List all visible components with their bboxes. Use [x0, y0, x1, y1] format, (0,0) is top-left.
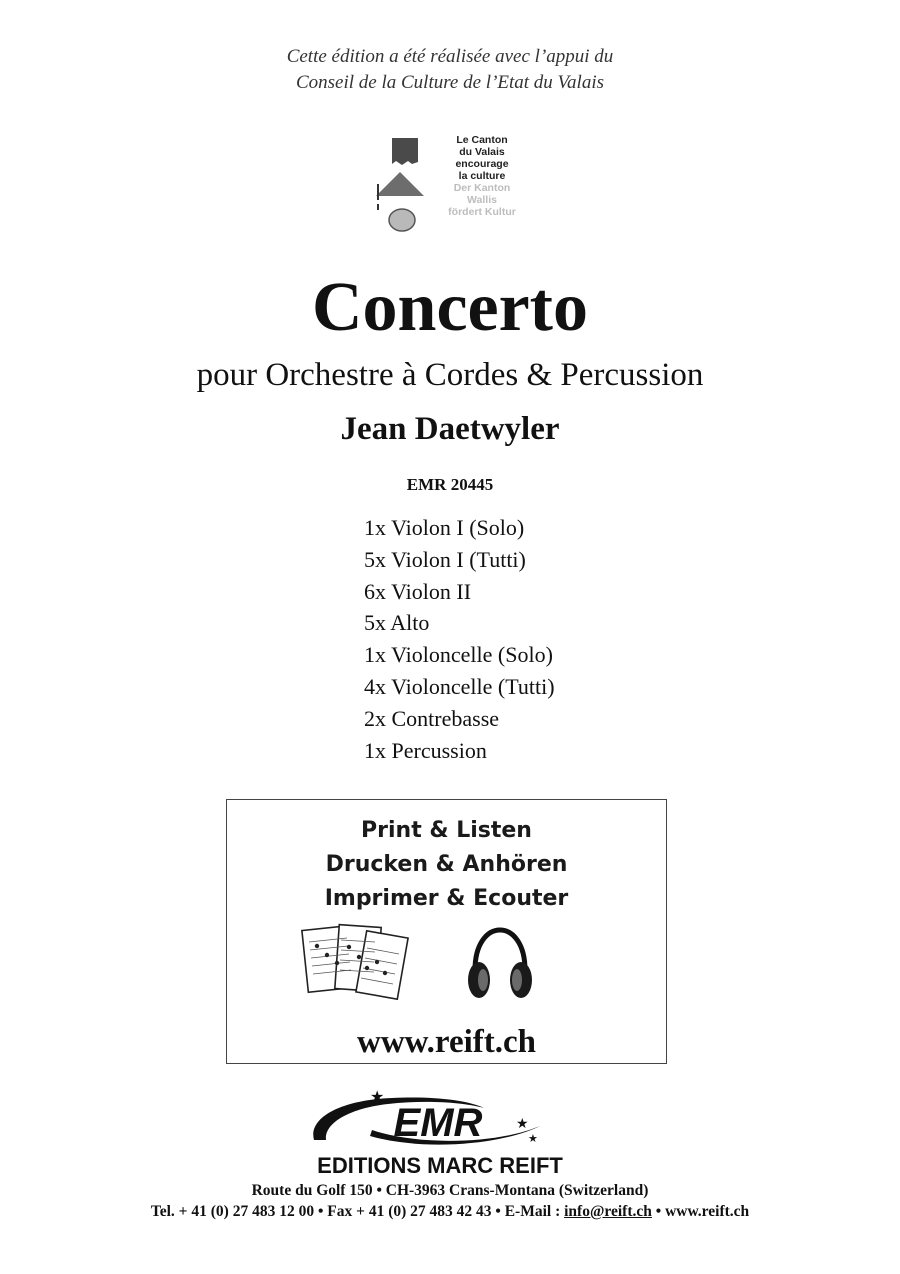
svg-text:★: ★ — [528, 1132, 538, 1145]
canton-logo-fr-1: Le Canton — [456, 134, 508, 146]
catalog-number: EMR 20445 — [406, 475, 494, 494]
publisher-fax: Fax + 41 (0) 27 483 42 43 — [327, 1203, 492, 1220]
support-notice-line-1: Cette édition a été réalisée avec l’appui du — [286, 46, 614, 67]
promo-lines — [227, 814, 666, 916]
instrument-list — [364, 512, 555, 766]
publisher-tel: Tel. + 41 (0) 27 483 12 00 — [150, 1203, 315, 1220]
email-link[interactable]: info@reift.ch — [564, 1203, 652, 1220]
canton-logo-fr-2: du Valais — [459, 146, 505, 158]
canton-logo-de-1: Der Kanton — [453, 182, 511, 194]
instrument-item: 1x Violon I (Solo) — [364, 515, 525, 540]
instrument-item: 4x Violoncelle (Tutti) — [364, 673, 555, 699]
email-label: E-Mail : — [504, 1203, 561, 1220]
instrument-item: 5x Alto — [364, 610, 430, 636]
promo-line-fr: Imprimer & Ecouter — [324, 886, 569, 911]
headphones-icon — [465, 924, 535, 1004]
svg-text:EMR: EMR — [393, 1101, 483, 1145]
promo-website-link[interactable]: www.reift.ch — [356, 1024, 537, 1060]
separator: • — [655, 1203, 666, 1220]
promo-line-de: Drucken & Anhören — [325, 852, 568, 877]
instrument-item: 6x Violon II — [364, 578, 472, 604]
publisher-name: EDITIONS MARC REIFT — [317, 1153, 563, 1178]
composer-name: Jean Daetwyler — [340, 411, 560, 447]
publisher-address: Route du Golf 150 • CH-3963 Crans-Montana (Switzerland) — [251, 1182, 649, 1199]
support-notice-line-2: Conseil de la Culture de l’Etat du Valais — [295, 72, 605, 93]
sheet-music-icon — [299, 922, 411, 1002]
promo-line-en: Print & Listen — [361, 818, 532, 843]
svg-text:★: ★ — [370, 1087, 385, 1106]
instrument-item: 2x Contrebasse — [364, 705, 500, 731]
support-notice — [0, 44, 900, 96]
instrument-item: 5x Violon I (Tutti) — [364, 546, 526, 572]
publisher-contact — [0, 1201, 900, 1223]
emr-logo-icon — [248, 1086, 632, 1182]
canton-logo-de-3: fördert Kultur — [448, 206, 516, 218]
separator: • — [495, 1203, 505, 1220]
instrument-item: 1x Percussion — [364, 737, 487, 763]
canton-logo-fr-4: la culture — [458, 170, 506, 182]
editions-marc-reift-logo — [248, 1086, 632, 1182]
canton-emblem-icon — [352, 112, 432, 246]
website-link[interactable]: www.reift.ch — [665, 1203, 750, 1220]
page-subtitle: pour Orchestre à Cordes & Percussion — [196, 357, 704, 393]
canton-valais-logo — [352, 112, 548, 246]
svg-text:★: ★ — [516, 1116, 529, 1132]
separator: • — [317, 1203, 328, 1220]
instrument-item: 1x Violoncelle (Solo) — [364, 642, 553, 668]
canton-logo-de-2: Wallis — [467, 194, 497, 206]
print-listen-box — [226, 799, 667, 1064]
page-title: Concerto — [311, 269, 588, 346]
canton-logo-fr-3: encourage — [455, 158, 509, 170]
canton-logo-text — [432, 134, 532, 218]
